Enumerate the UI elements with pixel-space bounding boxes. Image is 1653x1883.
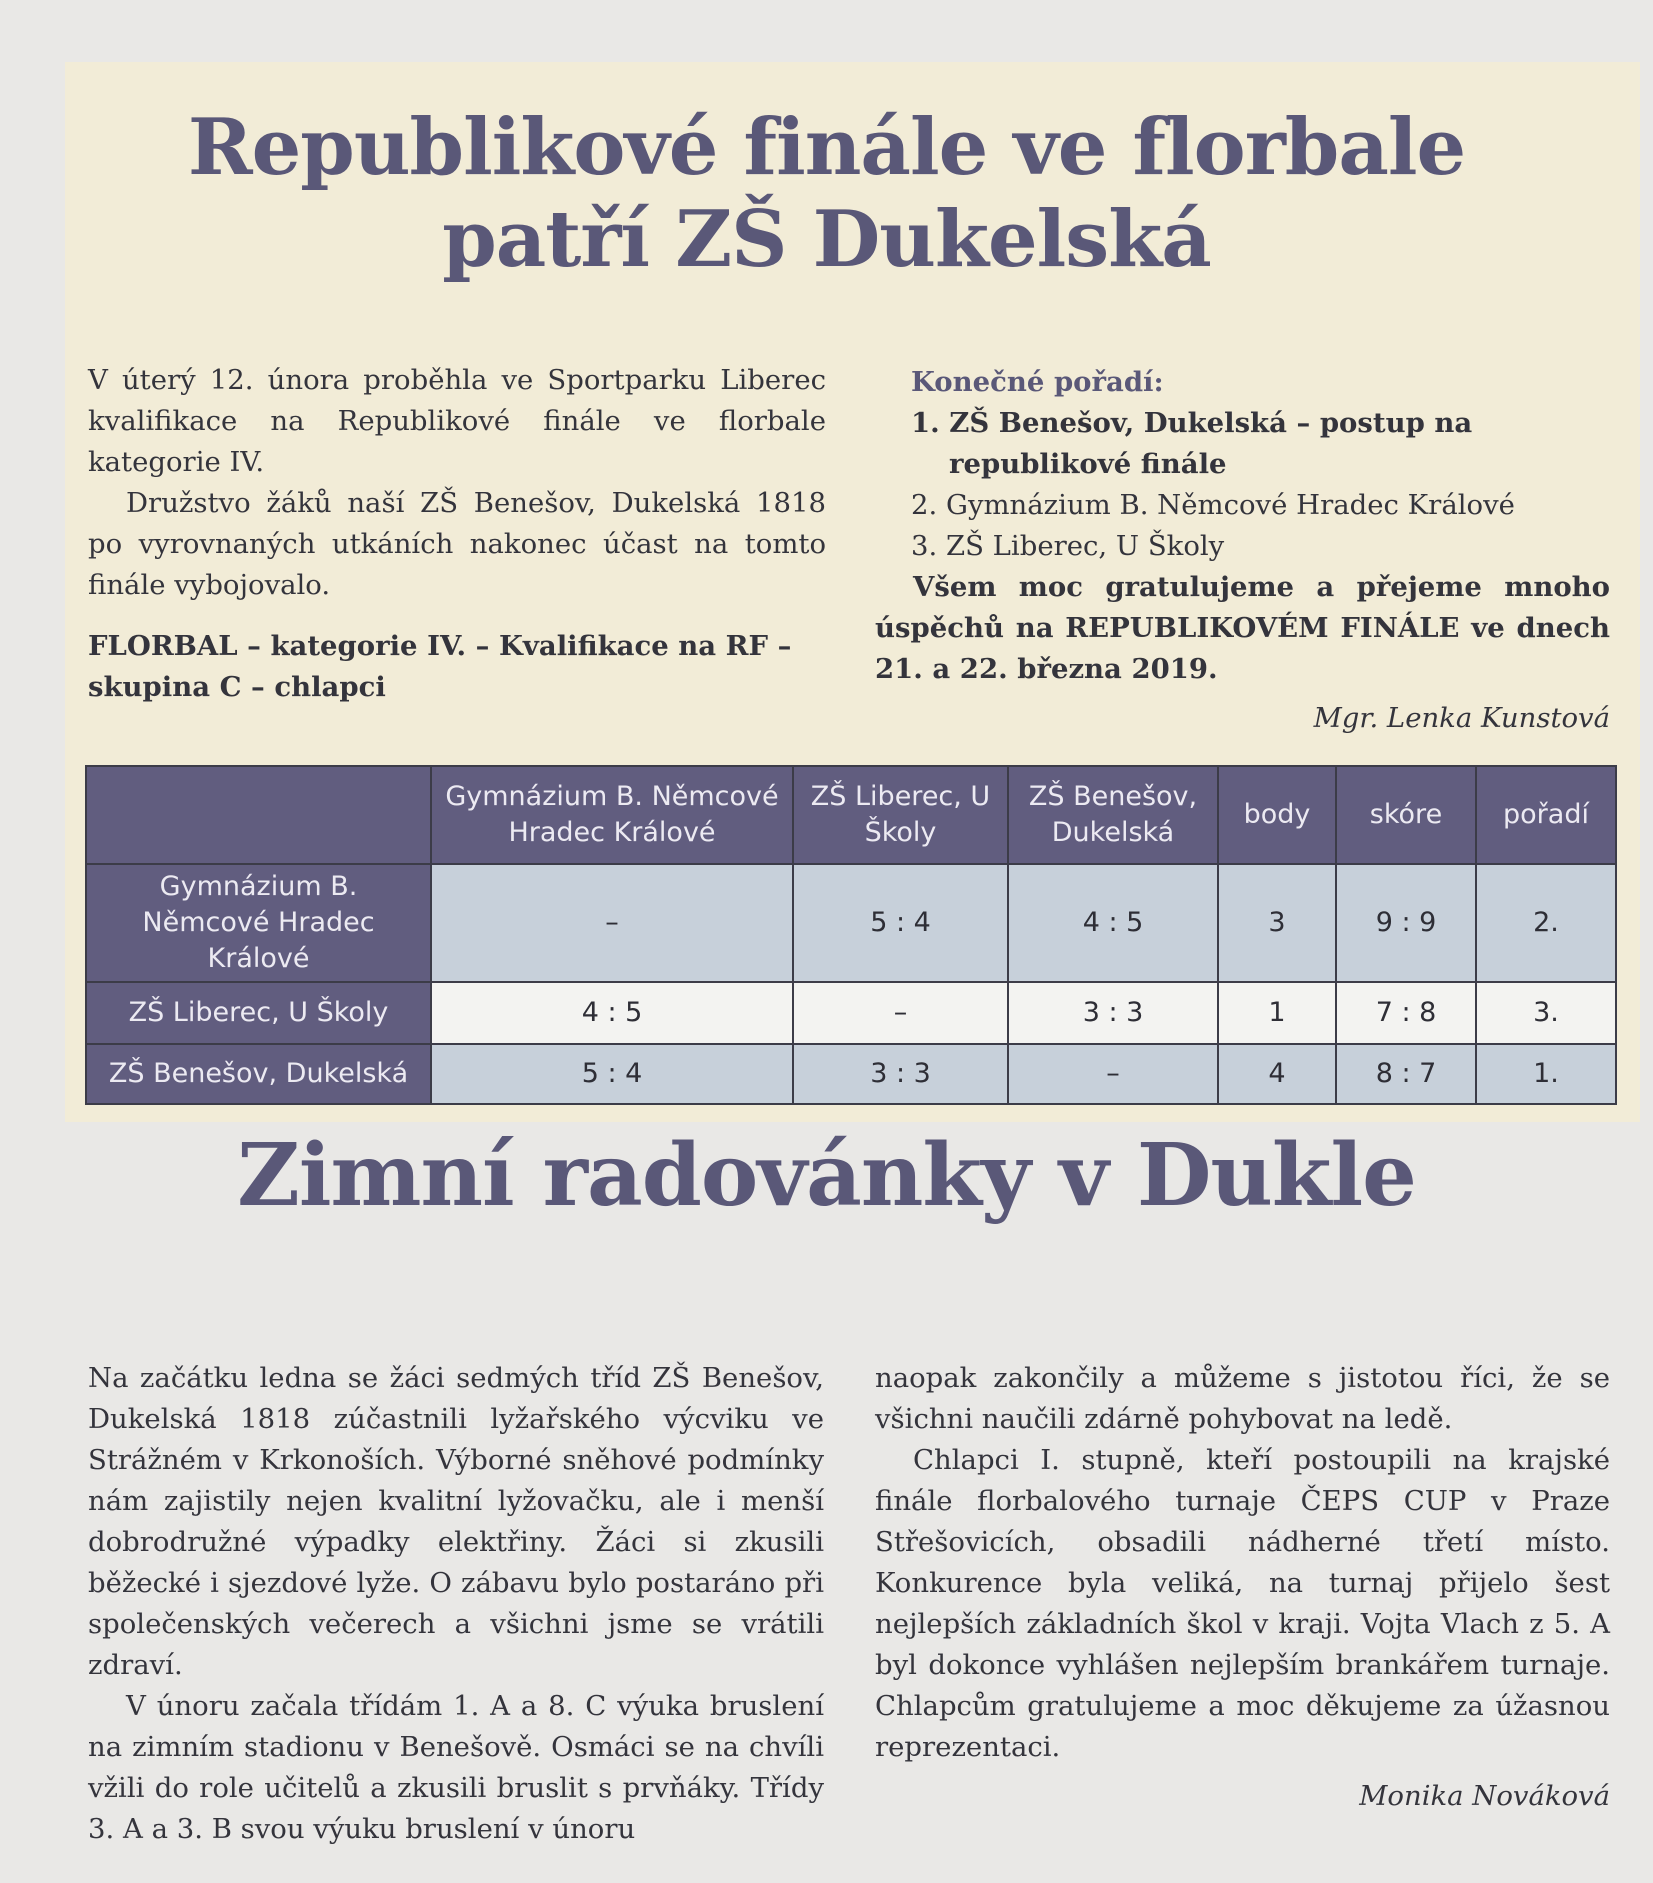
table-cell: –: [431, 864, 793, 982]
article1-left-column: [88, 360, 826, 708]
table-cell: 3.: [1476, 982, 1616, 1044]
table-cell: 9 : 9: [1336, 864, 1476, 982]
table-row-team: Gymnázium B. Němcové Hradec Králové: [86, 864, 431, 982]
table-header-cell: ZŠ Benešov, Dukelská: [1008, 766, 1218, 864]
table-header-cell: skóre: [1336, 766, 1476, 864]
article1-title-line1: Republikové finále ve florbale: [187, 102, 1466, 193]
article2-left-column: [88, 1358, 824, 1850]
ranking-item-3: 3. ZŠ Liberec, U Školy: [911, 530, 1225, 562]
article1-intro-p1: V úterý 12. února proběhla ve Sportparku Liberec kvalifikace na Republikové finále ve florbale kategorie IV.: [88, 364, 826, 478]
table-cell: 4 : 5: [1008, 864, 1218, 982]
table-cell: 3: [1218, 864, 1336, 982]
table-header-row: [86, 766, 1616, 864]
table-cell: 1.: [1476, 1044, 1616, 1104]
article1-author: Mgr. Lenka Kunstová: [1313, 702, 1610, 734]
table-cell: 2.: [1476, 864, 1616, 982]
table-cell: 5 : 4: [793, 864, 1008, 982]
table-cell: 3 : 3: [1008, 982, 1218, 1044]
article2-author: Monika Nováková: [1359, 1780, 1610, 1812]
table-cell: –: [1008, 1044, 1218, 1104]
table-header-corner: [86, 766, 431, 864]
table-header-cell: pořadí: [1476, 766, 1616, 864]
table-row-team: ZŠ Liberec, U Školy: [86, 982, 431, 1044]
results-table: [85, 765, 1617, 1105]
table-row: [86, 1044, 1616, 1104]
ranking-heading: Konečné pořadí:: [911, 366, 1164, 398]
article2-p1: Na začátku ledna se žáci sedmých tříd ZŠ Benešov, Dukelská 1818 zúčastnili lyžařského výcviku ve Strážném v Krkonoších. Výborné sněhové podmínky nám zajistily nejen kvalitní lyžovačku, ale i menší dobrodružné výpadky elektřiny. Žáci si zkusili běžecké i sjezdové lyže. O zábavu bylo postaráno při společenských večerech a všichni jsme se vrátili zdraví.: [88, 1362, 824, 1681]
table-row: [86, 982, 1616, 1044]
article1-right-column: [875, 362, 1610, 739]
article1-group-heading: FLORBAL – kategorie IV. – Kvalifikace na RF – skupina C – chlapci: [88, 630, 792, 703]
article2-p2-continued: naopak zakončily a můžeme s jistotou říci, že se všichni naučili zdárně pohybovat na ledě.: [875, 1362, 1610, 1435]
table-row-team: ZŠ Benešov, Dukelská: [86, 1044, 431, 1104]
article1-congrats: Všem moc gratulujeme a přejeme mnoho úspěchů na REPUBLIKOVÉM FINÁLE ve dnech 21. a 22. března 2019.: [875, 571, 1610, 685]
table-header-cell: Gymnázium B. Němcové Hradec Králové: [431, 766, 793, 864]
table-cell: 5 : 4: [431, 1044, 793, 1104]
table-cell: 3 : 3: [793, 1044, 1008, 1104]
table-row: [86, 864, 1616, 982]
article2-p3: Chlapci I. stupně, kteří postoupili na krajské finále florbalového turnaje ČEPS CUP v Praze Střešovicích, obsadili nádherné třetí místo. Konkurence byla veliká, na turnaj přijelo šest nejlepších základních škol v kraji. Vojta Vlach z 5. A byl dokonce vyhlášen nejlepším brankářem turnaje. Chlapcům gratulujeme a moc děkujeme za úžasnou reprezentaci.: [875, 1444, 1610, 1763]
table-header-cell: ZŠ Liberec, U Školy: [793, 766, 1008, 864]
table-cell: 4: [1218, 1044, 1336, 1104]
article2-p2: V únoru začala třídám 1. A a 8. C výuka bruslení na zimním stadionu v Benešově. Osmáci se na chvíli vžili do role učitelů a zkusili bruslit s prvňáky. Třídy 3. A a 3. B svou výuku bruslení v únoru: [88, 1690, 824, 1845]
table-cell: 8 : 7: [1336, 1044, 1476, 1104]
article2-title: Zimní radovánky v Dukle: [237, 1125, 1416, 1226]
table-header-cell: body: [1218, 766, 1336, 864]
article2-right-column: [875, 1358, 1610, 1817]
table-cell: –: [793, 982, 1008, 1044]
article1-title: [0, 102, 1653, 286]
table-cell: 7 : 8: [1336, 982, 1476, 1044]
ranking-item-1: 1. ZŠ Benešov, Dukelská – postup na republikové finále: [911, 407, 1473, 480]
article1-intro-p2: Družstvo žáků naší ZŠ Benešov, Dukelská 1818 po vyrovnaných utkáních nakonec účast na tomto finále vybojovalo.: [88, 487, 826, 601]
table-cell: 4 : 5: [431, 982, 793, 1044]
article1-title-line2: patří ZŠ Dukelská: [442, 194, 1211, 285]
ranking-item-2: 2. Gymnázium B. Němcové Hradec Králové: [911, 489, 1515, 521]
table-cell: 1: [1218, 982, 1336, 1044]
